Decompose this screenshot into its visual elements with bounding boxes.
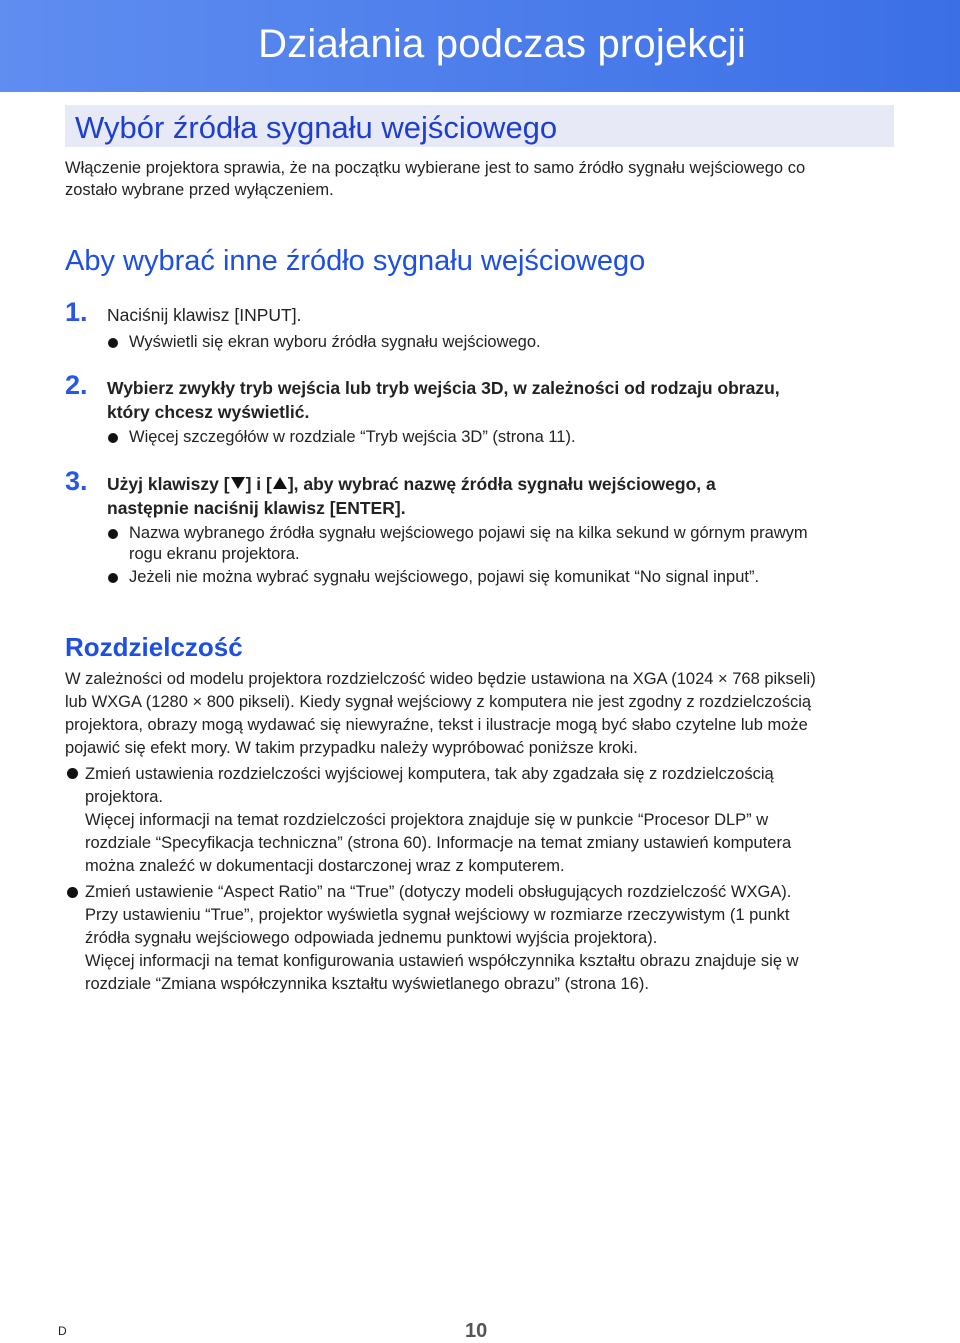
bullet-dot-icon xyxy=(67,887,78,898)
bullet-line: Zmień ustawienia rozdzielczości wyjściowej komputera, tak aby zgadzała się z rozdzielczością xyxy=(85,765,774,783)
bullet-line: Przy ustawieniu “True”, projektor wyświetla sygnał wejściowy w rozmiarze rzeczywistym (1 punkt xyxy=(85,906,790,924)
bullet-line: rozdziale “Specyfikacja techniczna” (strona 60). Informacje na temat zmiany ustawień komputera xyxy=(85,834,792,852)
bullet-text: Wyświetli się ekran wyboru źródła sygnału wejściowego. xyxy=(129,333,541,351)
resolution-bullet xyxy=(85,763,885,878)
arrow-up-icon xyxy=(273,477,287,489)
section-heading-bar xyxy=(65,105,894,147)
step-bullet xyxy=(107,567,759,588)
step-text: Naciśnij klawisz [INPUT]. xyxy=(107,305,302,325)
bullet-dot-icon xyxy=(67,768,78,779)
arrow-down-icon xyxy=(231,477,245,489)
step-line xyxy=(107,472,716,496)
resolution-heading: Rozdzielczość xyxy=(65,632,243,662)
page-title: Działania podczas projekcji xyxy=(258,22,746,66)
step-line: Wybierz zwykły tryb wejścia lub tryb wejścia 3D, w zależności od rodzaju obrazu, xyxy=(107,378,780,398)
bullet-text: Jeżeli nie można wybrać sygnału wejściowego, pojawi się komunikat “No signal input”. xyxy=(129,568,760,586)
step-bullet xyxy=(107,427,576,448)
step-line: następnie naciśnij klawisz [ENTER]. xyxy=(107,498,406,518)
bullet-line: Więcej informacji na temat rozdzielczości projektora znajduje się w punkcie “Procesor DLP” w xyxy=(85,811,769,829)
bullet-line: rozdziale “Zmiana współczynnika kształtu wyświetlanego obrazu” (strona 16). xyxy=(85,975,649,993)
page-header-banner xyxy=(0,0,960,92)
paragraph-line: pojawić się efekt mory. W takim przypadku należy wypróbować poniższe kroki. xyxy=(65,739,638,757)
step-bullet xyxy=(107,523,808,565)
bullet-text: rogu ekranu projektora. xyxy=(129,545,300,563)
step-bullet xyxy=(107,332,541,353)
page-number: 10 xyxy=(465,1320,488,1342)
step-number: 2. xyxy=(65,370,88,400)
intro-paragraph xyxy=(65,157,805,201)
section-title: Wybór źródła sygnału wejściowego xyxy=(75,110,558,145)
paragraph-line: lub WXGA (1280 × 800 pikseli). Kiedy sygnał wejściowy z komputera nie jest zgodny z rozdzielczością xyxy=(65,693,812,711)
step-line-part: Użyj klawiszy [ xyxy=(107,474,230,494)
resolution-bullet xyxy=(85,881,885,996)
bullet-line: Zmień ustawienie “Aspect Ratio” na “True” (dotyczy modeli obsługujących rozdzielczość WXGA). xyxy=(85,883,792,901)
footer-language-code: D xyxy=(58,1324,67,1338)
paragraph-line: projektora, obrazy mogą wydawać się niewyraźne, tekst i ilustracje mogą być słabo czytelne lub może xyxy=(65,716,808,734)
step-number: 3. xyxy=(65,466,88,496)
bullet-line: Więcej informacji na temat konfigurowania ustawień współczynnika kształtu obrazu znajduje się w xyxy=(85,952,799,970)
resolution-paragraph xyxy=(65,668,905,760)
paragraph-line: W zależności od modelu projektora rozdzielczość wideo będzie ustawiona na XGA (1024 × 768 pikseli) xyxy=(65,670,816,688)
intro-line: Włączenie projektora sprawia, że na początku wybierane jest to samo źródło sygnału wejściowego co xyxy=(65,159,806,177)
bullet-line: projektora. xyxy=(85,788,163,806)
intro-line: zostało wybrane przed wyłączeniem. xyxy=(65,181,334,199)
step-text xyxy=(107,376,780,424)
bullet-text: Nazwa wybranego źródła sygnału wejściowego pojawi się na kilka sekund w górnym prawym xyxy=(129,524,808,542)
step-line-part: ], aby wybrać nazwę źródła sygnału wejściowego, a xyxy=(287,474,716,494)
bullet-line: źródła sygnału wejściowego odpowiada jednemu punktowi wyjścia projektora). xyxy=(85,929,658,947)
step-text xyxy=(107,472,716,520)
step-line: który chcesz wyświetlić. xyxy=(107,402,310,422)
step-number: 1. xyxy=(65,297,88,327)
howto-heading: Aby wybrać inne źródło sygnału wejściowego xyxy=(65,245,646,277)
step-line-part: ] i [ xyxy=(245,474,272,494)
bullet-text: Więcej szczegółów w rozdziale “Tryb wejścia 3D” (strona 11). xyxy=(129,428,576,446)
bullet-line: można znaleźć w dokumentacji dostarczonej wraz z komputerem. xyxy=(85,857,565,875)
